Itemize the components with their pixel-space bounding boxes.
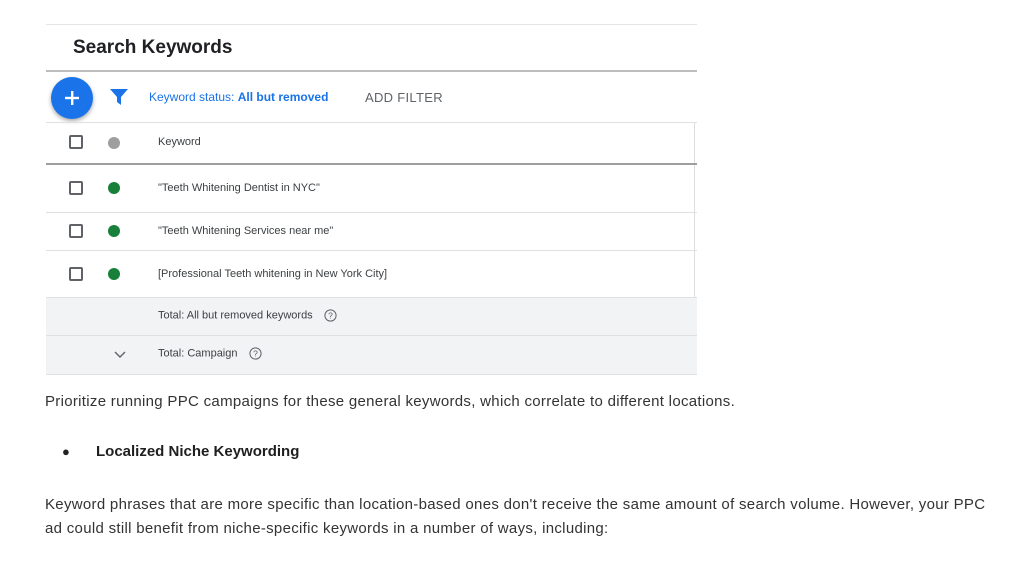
svg-text:?: ? <box>252 348 258 359</box>
total-campaign-cell <box>158 347 262 360</box>
bullet-marker: ● <box>62 444 70 459</box>
table-header-row <box>46 122 697 165</box>
chevron-down-icon[interactable] <box>113 350 127 360</box>
table-row[interactable] <box>46 213 697 251</box>
total-row-campaign <box>46 336 697 375</box>
column-header-keyword[interactable]: Keyword <box>158 136 201 148</box>
table-row[interactable] <box>46 165 697 213</box>
filter-toolbar <box>46 72 697 122</box>
help-icon[interactable] <box>324 309 337 322</box>
paragraph-niche-keywords: Keyword phrases that are more specific than location-based ones don't receive the same amount of search volume. However, your PPC ad could still benefit from niche-specific keywords in a number of ways, including: <box>45 496 986 537</box>
row-checkbox[interactable] <box>69 181 83 195</box>
svg-text:?: ? <box>327 310 333 321</box>
status-dot <box>108 268 120 280</box>
filter-value: All but removed <box>237 90 329 104</box>
filter-icon[interactable] <box>109 88 129 106</box>
keyword-status-filter[interactable] <box>149 90 328 104</box>
paragraph-prioritize: Prioritize running PPC campaigns for these general keywords, which correlate to different locations. <box>45 393 736 410</box>
total-keywords-label: Total: All but removed keywords <box>158 309 313 322</box>
select-all-checkbox[interactable] <box>69 135 83 149</box>
card-title: Search Keywords <box>73 37 233 58</box>
total-keywords-cell <box>158 309 337 322</box>
total-row-keywords <box>46 298 697 336</box>
add-filter-button[interactable]: ADD FILTER <box>365 90 443 105</box>
status-dot <box>108 182 120 194</box>
add-keyword-button[interactable] <box>51 77 93 119</box>
add-icon <box>63 89 81 107</box>
filter-prefix: Keyword status: <box>149 90 235 104</box>
keyword-cell[interactable]: [Professional Teeth whitening in New York City] <box>158 268 388 280</box>
help-icon[interactable] <box>249 347 262 360</box>
keyword-cell[interactable]: "Teeth Whitening Services near me" <box>158 225 334 237</box>
row-checkbox[interactable] <box>69 224 83 238</box>
row-checkbox[interactable] <box>69 267 83 281</box>
status-header-dot <box>108 137 120 149</box>
keywords-card <box>46 24 697 375</box>
table-row[interactable] <box>46 251 697 298</box>
bullet-heading: Localized Niche Keywording <box>96 443 300 460</box>
keyword-cell[interactable]: "Teeth Whitening Dentist in NYC" <box>158 182 320 194</box>
status-dot <box>108 225 120 237</box>
total-campaign-label: Total: Campaign <box>158 347 238 360</box>
